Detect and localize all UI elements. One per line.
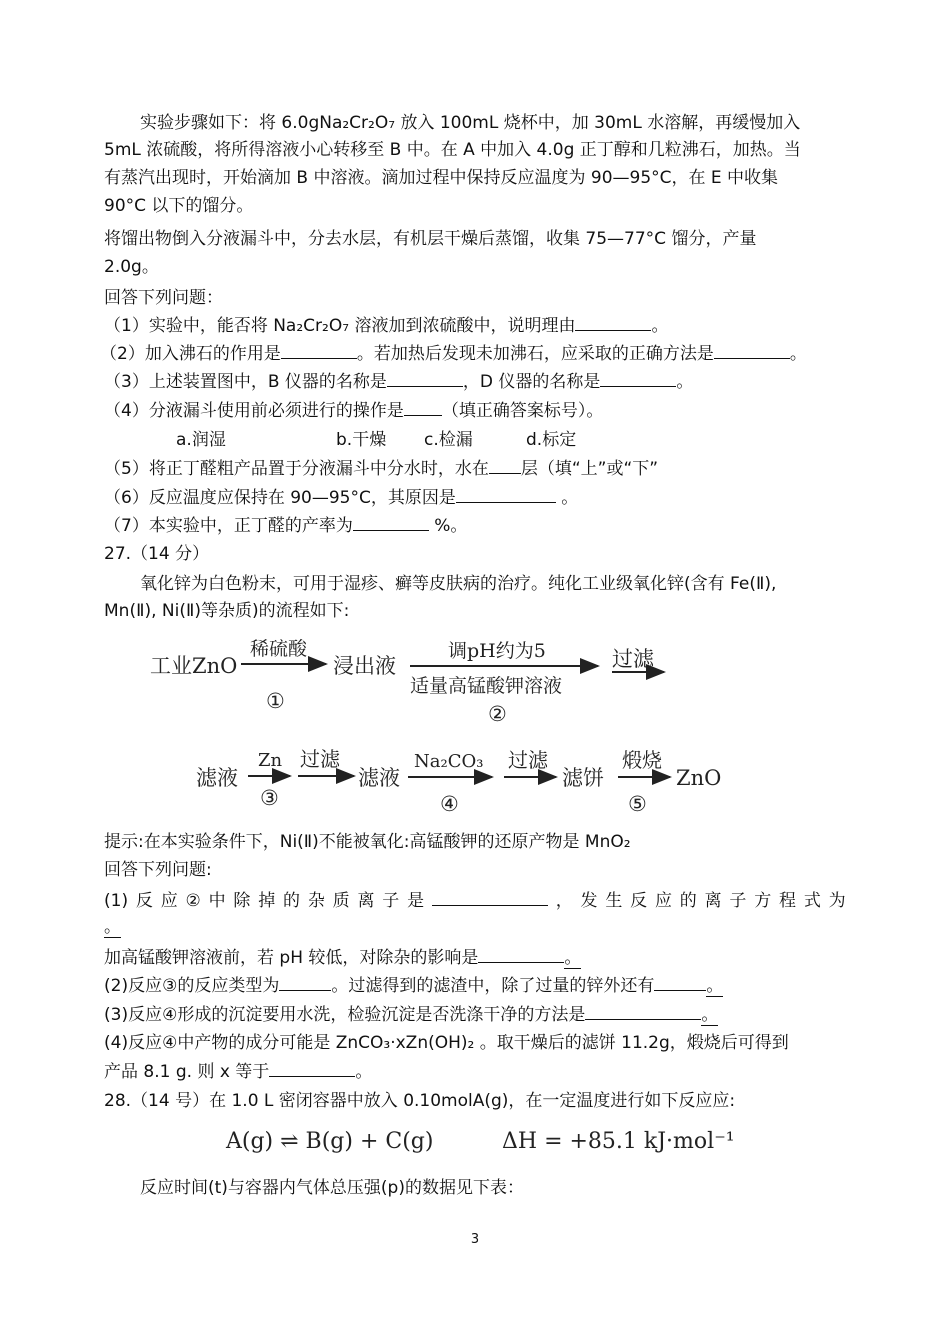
q27-item-1-end: 。 — [104, 917, 121, 937]
q27-answer-prompt: 回答下列问题: — [104, 860, 212, 880]
q26-item-4: （4）分液漏斗使用前必须进行的操作是 （填正确答案标号）。 — [104, 398, 846, 424]
q27-heading: 27.（14 分） — [104, 544, 210, 564]
flow-filter-cake: 滤饼 — [562, 766, 604, 790]
q26-item-7: （7）本实验中，正丁醛的产率为 %。 — [104, 513, 846, 539]
flow-label-na2co3: Na₂CO₃ — [414, 751, 484, 772]
flow-label-filter-1: 过滤 — [612, 647, 654, 671]
q26-item-3: （3）上述装置图中，B 仪器的名称是 ，D 仪器的名称是 。 — [104, 369, 846, 395]
option-b: b.干燥 — [336, 430, 387, 450]
flow-label-calcine: 煅烧 — [622, 748, 662, 772]
q28-paragraph-2: 反应时间(t)与容器内气体总压强(p)的数据见下表： — [140, 1178, 524, 1198]
flow-label-filter-2: 过滤 — [300, 747, 340, 771]
intro-line-4: 90°C 以下的馏分。 — [104, 196, 254, 216]
q27-item-3: (3)反应④形成的沉淀要用水洗，检验沉淀是否洗涤干净的方法是 。 — [104, 1002, 846, 1028]
flow-step-3: ③ — [260, 786, 279, 810]
option-d: d.标定 — [526, 430, 577, 450]
q28-paragraph-1: 28.（14 号）在 1.0 L 密闭容器中放入 0.10molA(g)，在一定温度进行如下反应应: — [104, 1091, 736, 1111]
option-a: a.润湿 — [176, 430, 226, 450]
q27-item-4: (4)反应④中产物的成分可能是 ZnCO₃·xZn(OH)₂ 。取干燥后的滤饼 11.2g，煅烧后可得到 — [104, 1033, 789, 1053]
flow-label-filter-3: 过滤 — [508, 748, 548, 772]
flow-product-zno: ZnO — [676, 766, 722, 790]
flow-label-sulfuric-acid: 稀硫酸 — [250, 638, 308, 660]
flow-step-5: ⑤ — [628, 792, 647, 816]
intro-line-7: 回答下列问题： — [104, 288, 223, 308]
intro-line-6: 2.0g。 — [104, 257, 159, 277]
q26-item-2: （2）加入沸石的作用是 。若加热后发现未加沸石，应采取的正确方法是 。 — [100, 341, 842, 367]
intro-line-3: 有蒸汽出现时，开始滴加 B 中溶液。滴加过程中保持反应温度为 90—95°C，在 E 中收集 — [104, 168, 779, 188]
q27-item-1-ph: 加高锰酸钾溶液前，若 pH 较低，对除杂的影响是 。 — [104, 945, 846, 971]
q27-paragraph-1: 氧化锌为白色粉末，可用于湿疹、癣等皮肤病的治疗。纯化工业级氧化锌(含有 Fe(Ⅱ), — [140, 574, 777, 594]
q27-paragraph-2: Mn(Ⅱ), Ni(Ⅱ)等杂质)的流程如下: — [104, 601, 350, 621]
q26-item-5: （5）将正丁醛粗产品置于分液漏斗中分水时，水在 层（填“上”或“下” — [104, 456, 846, 482]
flow-label-zn: Zn — [258, 750, 283, 771]
q27-item-4-cont: 产品 8.1 g. 则 x 等于 。 — [104, 1059, 846, 1085]
flow-leachate: 浸出液 — [333, 654, 396, 678]
q27-item-1: (1) 反 应 ② 中 除 掉 的 杂 质 离 子 是 ， 发 生 反 应 的 离 子 方 程 式 为 — [104, 888, 846, 914]
flow-step-4: ④ — [440, 792, 459, 816]
flow-step-2: ② — [488, 702, 507, 726]
flow-filtrate-2: 滤液 — [358, 766, 400, 790]
page-number: 3 — [470, 1232, 480, 1247]
equation-enthalpy: ΔH = +85.1 kJ·mol⁻¹ — [502, 1129, 735, 1154]
flow-filtrate-1: 滤液 — [196, 766, 238, 790]
option-c: c.检漏 — [424, 430, 473, 450]
flow-label-adjust-ph: 调pH约为5 — [448, 640, 546, 662]
intro-line-5: 将馏出物倒入分液漏斗中，分去水层，有机层干燥后蒸馏，收集 75—77°C 馏分，产量 — [104, 229, 757, 249]
flow-step-1: ① — [266, 689, 285, 713]
q26-item-6: （6）反应温度应保持在 90—95°C，其原因是 。 — [104, 485, 846, 511]
intro-line-1: 实验步骤如下：将 6.0gNa₂Cr₂O₇ 放入 100mL 烧杯中，加 30mL 水溶解，再缓慢加入 — [140, 113, 801, 133]
q26-item-1: （1）实验中，能否将 Na₂Cr₂O₇ 溶液加到浓硫酸中，说明理由 。 — [104, 313, 846, 339]
intro-line-2: 5mL 浓硫酸，将所得溶液小心转移至 B 中。在 A 中加入 4.0g 正丁醇和几粒沸石，加热。当 — [104, 140, 801, 160]
flow-raw-zno: 工业ZnO — [150, 654, 238, 678]
q27-hint: 提示:在本实验条件下，Ni(Ⅱ)不能被氧化:高锰酸钾的还原产物是 MnO₂ — [104, 832, 631, 852]
equation-reaction: A(g) ⇌ B(g) + C(g) — [226, 1129, 434, 1154]
q27-item-2: (2)反应③的反应类型为 。过滤得到的滤渣中，除了过量的锌外还有 。 — [104, 973, 846, 999]
flow-label-kmno4: 适量高锰酸钾溶液 — [410, 675, 563, 697]
